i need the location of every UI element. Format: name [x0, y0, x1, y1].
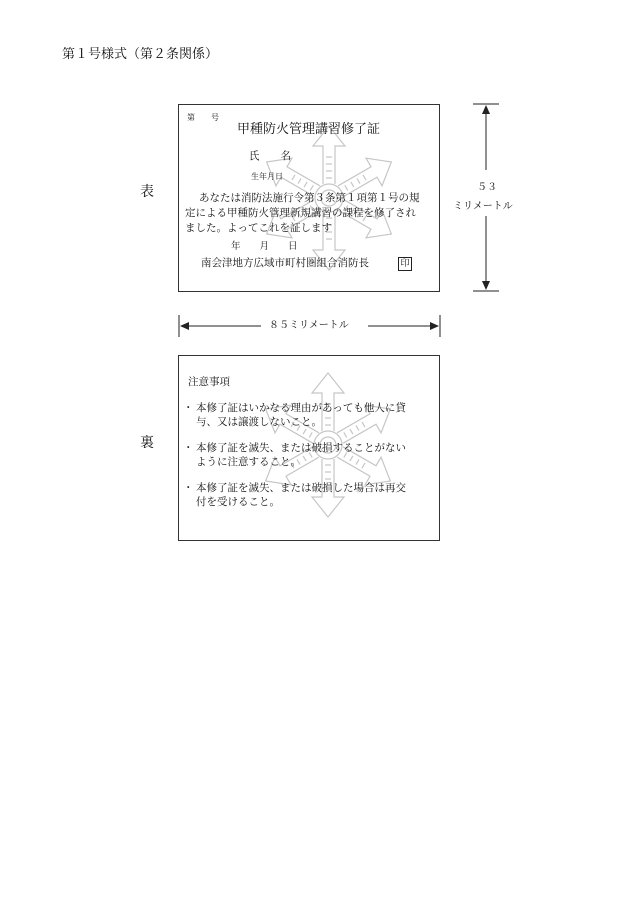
form-title: 第１号様式（第２条関係）	[62, 47, 219, 62]
note-3-line-1: 本修了証を滅失、または破損した場合は再交	[196, 482, 406, 494]
certificate-number-label: 第 号	[187, 113, 219, 122]
name-label: 氏 名	[249, 150, 291, 162]
note-3-bullet: ・	[183, 482, 194, 494]
height-dimension-arrow	[465, 98, 505, 298]
certificate-body-line-2: 定による甲種防火管理新規講習の課程を修了され	[185, 207, 416, 219]
note-3-line-2: 付を受けること。	[196, 496, 280, 508]
note-2-bullet: ・	[183, 442, 194, 454]
seal-stamp: 印	[398, 257, 412, 271]
back-card	[178, 355, 440, 541]
width-label: ８５ミリメートル	[269, 320, 349, 331]
front-card	[178, 104, 440, 292]
note-1-bullet: ・	[183, 402, 194, 414]
front-side-label: 表	[140, 184, 154, 200]
certificate-title: 甲種防火管理講習修了証	[237, 122, 381, 137]
issuer-name: 南会津地方広域市町村圏組合消防長	[201, 257, 369, 269]
issue-date-line: 年 月 日	[231, 241, 298, 252]
height-value: ５３	[477, 182, 497, 193]
note-1-line-2: 与、又は譲渡しないこと。	[196, 416, 322, 428]
notes-heading: 注意事項	[188, 376, 230, 388]
birthdate-label: 生年月日	[251, 172, 283, 181]
note-2-line-2: ように注意すること。	[196, 456, 301, 468]
height-unit: ミリメートル	[453, 201, 513, 212]
certificate-body-line-3: ました。よってこれを証します	[185, 222, 332, 234]
back-side-label: 裏	[140, 435, 154, 451]
certificate-body-line-1: あなたは消防法施行令第３条第１項第１号の規	[199, 192, 420, 204]
note-2-line-1: 本修了証を滅失、または破損することがない	[196, 442, 406, 454]
note-1-line-1: 本修了証はいかなる理由があっても他人に貸	[196, 402, 406, 414]
